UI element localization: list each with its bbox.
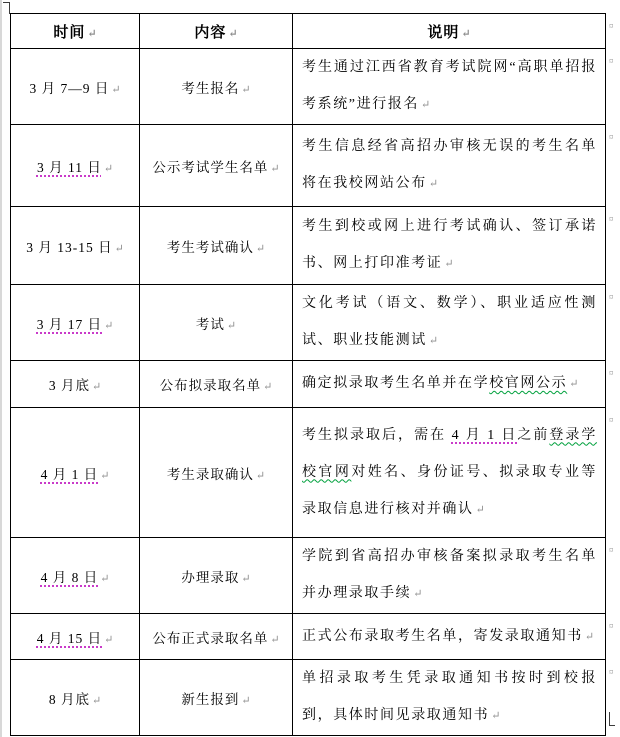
end-of-row-mark-icon: ¤	[609, 214, 614, 224]
paragraph-mark-icon: ↵	[91, 381, 102, 393]
cell-text: 考生通过江西省教育考试院网“高职单招报考系统”进行报名	[302, 60, 597, 112]
time-cell[interactable]	[11, 614, 140, 660]
cell-text: 考试	[195, 316, 225, 332]
cell-text: 之前	[517, 427, 550, 443]
header-label: 说明	[427, 24, 460, 41]
content-cell[interactable]	[140, 538, 293, 614]
header-cell-time[interactable]	[11, 14, 140, 49]
paragraph-mark-icon: ↵	[569, 378, 579, 390]
description-cell[interactable]	[293, 538, 606, 614]
cell-text: 学院到省高招办审核备案拟录取考生名单并办理录取手续	[302, 549, 597, 601]
description-cell[interactable]	[293, 125, 606, 207]
table-row	[11, 538, 606, 614]
paragraph-mark-icon: ↵	[413, 588, 423, 600]
paragraph-mark-icon: ↵	[270, 162, 280, 175]
description-cell[interactable]	[293, 660, 606, 736]
table-row	[11, 361, 606, 408]
cell-text: 考生考试确认	[166, 239, 254, 255]
time-cell[interactable]	[11, 285, 140, 361]
paragraph-mark-icon: ↵	[584, 630, 595, 643]
paragraph-mark-icon: ↵	[461, 27, 471, 40]
spellcheck-underlined-text: 3 月 11 日	[36, 159, 102, 175]
paragraph-mark-icon: ↵	[111, 83, 121, 96]
cell-text: 办理录取	[181, 569, 240, 585]
paragraph-mark-icon: ↵	[100, 469, 110, 482]
spellcheck-underlined-text: 4 月 8 日	[40, 569, 99, 585]
end-of-row-mark-icon: ¤	[609, 132, 614, 142]
description-cell[interactable]	[293, 408, 606, 538]
text-boundary-mark-top-left	[3, 2, 10, 14]
paragraph-mark-icon: ↵	[255, 469, 266, 482]
time-cell[interactable]	[11, 125, 140, 207]
content-cell[interactable]	[140, 408, 293, 538]
paragraph-mark-icon: ↵	[270, 633, 280, 646]
table-row	[11, 125, 606, 207]
paragraph-mark-icon: ↵	[226, 319, 237, 332]
cell-text: 单招录取考生凭录取通知书按时到校报到，具体时间见录取通知书	[302, 671, 597, 723]
header-label: 内容	[194, 24, 227, 41]
time-cell[interactable]	[11, 408, 140, 538]
paragraph-mark-icon: ↵	[475, 503, 485, 516]
end-of-row-mark-icon: ¤	[609, 415, 614, 425]
cell-text: 确定拟录取考生名单并在学	[302, 376, 490, 391]
table-row	[11, 285, 606, 361]
content-cell[interactable]	[140, 49, 293, 125]
table-row	[11, 408, 606, 538]
paragraph-mark-icon: ↵	[104, 319, 114, 332]
table-row	[11, 207, 606, 285]
end-of-row-mark-icon: ¤	[609, 368, 614, 378]
spellcheck-underlined-text: 4 月 15 日	[36, 630, 103, 646]
paragraph-mark-icon: ↵	[263, 381, 273, 393]
table-row	[11, 614, 606, 660]
paragraph-mark-icon: ↵	[91, 694, 102, 707]
paragraph-mark-icon: ↵	[114, 242, 124, 255]
paragraph-mark-icon: ↵	[241, 83, 251, 96]
paragraph-mark-icon: ↵	[444, 258, 454, 270]
cell-text: 8 月底	[48, 691, 90, 707]
end-of-row-mark-icon: ¤	[609, 667, 614, 677]
content-cell[interactable]	[140, 660, 293, 736]
cell-text: 考生报名	[181, 80, 240, 96]
content-cell[interactable]	[140, 285, 293, 361]
cell-text: 新生报到	[181, 691, 240, 707]
time-cell[interactable]	[11, 538, 140, 614]
cell-text: 考生拟录取后，需在	[302, 427, 452, 443]
grammar-underlined-text: 登录学校官网	[302, 427, 598, 480]
cell-text: 公示考试学生名单	[152, 159, 269, 175]
paragraph-mark-icon: ↵	[228, 27, 238, 40]
cell-text: 考生信息经省高招办审核无误的考生名单将在我校网站公布	[302, 139, 597, 191]
cell-text: 公布正式录取名单	[152, 630, 269, 646]
paragraph-mark-icon: ↵	[241, 572, 251, 585]
description-cell[interactable]	[293, 49, 606, 125]
cell-text: 公布拟录取名单	[159, 378, 262, 393]
time-cell[interactable]	[11, 49, 140, 125]
paragraph-mark-icon: ↵	[491, 710, 501, 722]
paragraph-mark-icon: ↵	[87, 27, 97, 40]
end-of-row-mark-icon: ¤	[609, 56, 614, 66]
paragraph-mark-icon: ↵	[103, 162, 114, 175]
spellcheck-underlined-text: 3 月 17 日	[36, 316, 103, 332]
page-edge-strip	[0, 0, 2, 737]
header-row	[11, 14, 606, 49]
paragraph-mark-icon: ↵	[428, 335, 439, 347]
text-boundary-mark-bottom-right	[609, 712, 615, 726]
cell-text: 3 月 13-15 日	[26, 239, 113, 255]
header-label: 时间	[53, 24, 86, 41]
table-body	[11, 49, 606, 736]
description-cell[interactable]	[293, 207, 606, 285]
cell-text: 文化考试（语文、数学）、职业适应性测试、职业技能测试	[302, 296, 597, 348]
content-cell[interactable]	[140, 207, 293, 285]
content-cell[interactable]	[140, 125, 293, 207]
cell-text: 正式公布录取考生名单，寄发录取通知书	[302, 628, 583, 644]
time-cell[interactable]	[11, 207, 140, 285]
end-of-row-mark-icon: ¤	[609, 621, 614, 631]
paragraph-mark-icon: ↵	[241, 694, 251, 707]
paragraph-mark-icon: ↵	[104, 633, 114, 646]
description-cell[interactable]	[293, 285, 606, 361]
time-cell[interactable]	[11, 361, 140, 408]
cell-text: 3 月 7—9 日	[29, 80, 110, 96]
end-of-row-mark-icon: ¤	[609, 292, 614, 302]
header-cell-content[interactable]	[140, 14, 293, 49]
paragraph-mark-icon: ↵	[421, 99, 431, 111]
paragraph-mark-icon: ↵	[255, 242, 266, 255]
end-of-row-mark-icon: ¤	[609, 545, 614, 555]
cell-text: 对姓名、身份证号、拟录取专业等录取信息进行核对并确认	[302, 464, 597, 517]
paragraph-mark-icon: ↵	[428, 178, 439, 190]
cell-text: 考生录取确认	[166, 466, 254, 482]
paragraph-mark-icon: ↵	[100, 572, 110, 585]
content-cell[interactable]	[140, 614, 293, 660]
spellcheck-underlined-text: 4 月 1 日	[451, 427, 518, 443]
table-row	[11, 660, 606, 736]
time-cell[interactable]	[11, 660, 140, 736]
grammar-underlined-text: 校官网公示	[489, 376, 568, 391]
header-cell-desc[interactable]	[293, 14, 606, 49]
description-cell[interactable]	[293, 361, 606, 408]
cell-text: 3 月底	[48, 378, 90, 393]
admission-schedule-table	[10, 13, 606, 736]
description-cell[interactable]	[293, 614, 606, 660]
content-cell[interactable]	[140, 361, 293, 408]
table-row	[11, 49, 606, 125]
cell-text: 考生到校或网上进行考试确认、签订承诺书、网上打印准考证	[302, 219, 597, 271]
end-of-row-mark-icon: ¤	[609, 21, 614, 31]
spellcheck-underlined-text: 4 月 1 日	[40, 466, 99, 482]
